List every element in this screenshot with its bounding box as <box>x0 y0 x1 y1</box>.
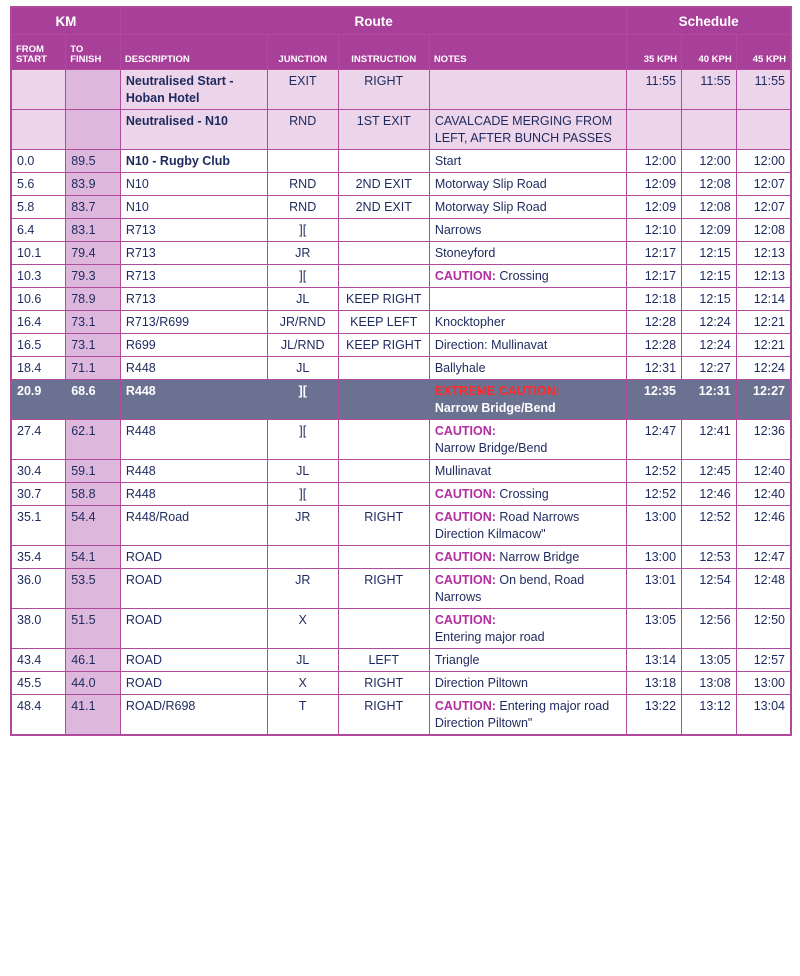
km-from-start-cell: 10.1 <box>11 242 66 265</box>
junction-cell: JR <box>267 242 338 265</box>
notes-cell <box>429 380 627 420</box>
notes-cell <box>429 311 627 334</box>
table-row <box>11 242 791 265</box>
time-45kph-cell: 12:46 <box>736 506 791 546</box>
note-text: Motorway Slip Road <box>434 177 547 191</box>
time-40kph-cell: 12:31 <box>682 380 737 420</box>
junction-cell: RND <box>267 196 338 219</box>
time-35kph-cell: 12:35 <box>627 380 682 420</box>
time-35kph-cell: 12:17 <box>627 265 682 288</box>
note-text: Narrow Bridge/Bend <box>434 441 548 455</box>
notes-cell <box>429 150 627 173</box>
time-45kph-cell: 12:24 <box>736 357 791 380</box>
junction-cell: T <box>267 695 338 736</box>
km-from-start-cell: 10.3 <box>11 265 66 288</box>
notes-cell <box>429 546 627 569</box>
time-35kph-cell: 12:17 <box>627 242 682 265</box>
time-45kph-cell: 12:07 <box>736 196 791 219</box>
junction-cell: X <box>267 609 338 649</box>
time-40kph-cell: 13:08 <box>682 672 737 695</box>
km-from-start-cell: 30.4 <box>11 460 66 483</box>
table-row <box>11 569 791 609</box>
description-cell: R713 <box>120 265 267 288</box>
description-cell: ROAD <box>120 609 267 649</box>
table-row <box>11 672 791 695</box>
group-header-row <box>11 7 791 35</box>
time-45kph-cell: 13:04 <box>736 695 791 736</box>
description-cell: Neutralised Start - Hoban Hotel <box>120 70 267 110</box>
caution-label: CAUTION: <box>434 269 496 283</box>
col-instruction-header: INSTRUCTION <box>338 35 429 70</box>
col-45kph-header: 45 KPH <box>736 35 791 70</box>
time-40kph-cell: 12:52 <box>682 506 737 546</box>
km-to-finish-cell: 73.1 <box>66 311 121 334</box>
description-cell: R448 <box>120 420 267 460</box>
time-35kph-cell: 13:14 <box>627 649 682 672</box>
time-45kph-cell: 12:27 <box>736 380 791 420</box>
km-from-start-cell: 18.4 <box>11 357 66 380</box>
km-to-finish-cell: 89.5 <box>66 150 121 173</box>
km-to-finish-cell: 54.1 <box>66 546 121 569</box>
table-row <box>11 357 791 380</box>
junction-cell <box>267 546 338 569</box>
time-45kph-cell: 12:50 <box>736 609 791 649</box>
description-cell: R699 <box>120 334 267 357</box>
time-45kph-cell: 12:07 <box>736 173 791 196</box>
col-35kph-header: 35 KPH <box>627 35 682 70</box>
km-from-start-cell: 16.4 <box>11 311 66 334</box>
instruction-cell: 2ND EXIT <box>338 173 429 196</box>
column-header-row <box>11 35 791 70</box>
km-to-finish-cell: 78.9 <box>66 288 121 311</box>
time-40kph-cell: 13:05 <box>682 649 737 672</box>
km-to-finish-cell: 68.6 <box>66 380 121 420</box>
junction-cell: ][ <box>267 483 338 506</box>
km-from-start-cell: 35.4 <box>11 546 66 569</box>
km-to-finish-cell <box>66 110 121 150</box>
table-row <box>11 695 791 736</box>
time-40kph-cell: 12:15 <box>682 242 737 265</box>
time-40kph-cell: 13:12 <box>682 695 737 736</box>
instruction-cell: RIGHT <box>338 672 429 695</box>
instruction-cell: RIGHT <box>338 506 429 546</box>
table-row <box>11 219 791 242</box>
notes-cell <box>429 460 627 483</box>
time-45kph-cell: 12:13 <box>736 265 791 288</box>
time-35kph-cell: 12:28 <box>627 334 682 357</box>
group-km-header: KM <box>11 7 120 35</box>
time-45kph-cell: 13:00 <box>736 672 791 695</box>
time-35kph-cell: 12:09 <box>627 173 682 196</box>
km-from-start-cell: 35.1 <box>11 506 66 546</box>
km-from-start-cell: 16.5 <box>11 334 66 357</box>
description-cell: R448/Road <box>120 506 267 546</box>
km-to-finish-cell: 79.3 <box>66 265 121 288</box>
km-to-finish-cell: 73.1 <box>66 334 121 357</box>
km-to-finish-cell: 71.1 <box>66 357 121 380</box>
description-cell: N10 <box>120 196 267 219</box>
time-40kph-cell: 12:54 <box>682 569 737 609</box>
time-35kph-cell: 13:00 <box>627 506 682 546</box>
description-cell: R448 <box>120 483 267 506</box>
junction-cell: JR <box>267 569 338 609</box>
instruction-cell <box>338 420 429 460</box>
table-row <box>11 173 791 196</box>
km-from-start-cell: 43.4 <box>11 649 66 672</box>
caution-label: EXTREME CAUTION: <box>434 384 560 398</box>
caution-label: CAUTION: <box>434 550 496 564</box>
time-40kph-cell: 12:24 <box>682 311 737 334</box>
time-40kph-cell: 12:53 <box>682 546 737 569</box>
notes-cell <box>429 196 627 219</box>
time-35kph-cell <box>627 110 682 150</box>
notes-cell <box>429 265 627 288</box>
time-35kph-cell: 12:52 <box>627 460 682 483</box>
time-35kph-cell: 12:52 <box>627 483 682 506</box>
time-35kph-cell: 11:55 <box>627 70 682 110</box>
time-40kph-cell: 12:15 <box>682 265 737 288</box>
caution-label: CAUTION: <box>434 573 496 587</box>
description-cell: N10 - Rugby Club <box>120 150 267 173</box>
instruction-cell: KEEP RIGHT <box>338 288 429 311</box>
table-row <box>11 506 791 546</box>
note-text: CAVALCADE MERGING FROM LEFT, AFTER BUNCH PASSES <box>434 114 613 145</box>
time-40kph-cell: 12:09 <box>682 219 737 242</box>
instruction-cell <box>338 609 429 649</box>
col-junction-header: JUNCTION <box>267 35 338 70</box>
notes-cell <box>429 173 627 196</box>
instruction-cell <box>338 242 429 265</box>
km-to-finish-cell: 41.1 <box>66 695 121 736</box>
notes-cell <box>429 609 627 649</box>
km-to-finish-cell: 83.9 <box>66 173 121 196</box>
km-to-finish-cell <box>66 70 121 110</box>
description-cell: R713 <box>120 288 267 311</box>
instruction-cell <box>338 265 429 288</box>
junction-cell: JL <box>267 649 338 672</box>
table-row <box>11 546 791 569</box>
table-row <box>11 311 791 334</box>
notes-cell <box>429 483 627 506</box>
description-cell: N10 <box>120 173 267 196</box>
km-to-finish-cell: 83.1 <box>66 219 121 242</box>
km-from-start-cell <box>11 70 66 110</box>
time-45kph-cell: 12:57 <box>736 649 791 672</box>
km-from-start-cell: 5.6 <box>11 173 66 196</box>
notes-cell <box>429 288 627 311</box>
km-to-finish-cell: 59.1 <box>66 460 121 483</box>
junction-cell: ][ <box>267 420 338 460</box>
time-40kph-cell: 12:00 <box>682 150 737 173</box>
note-text: Stoneyford <box>434 246 496 260</box>
note-text: Crossing <box>495 269 549 283</box>
time-45kph-cell: 12:47 <box>736 546 791 569</box>
note-text: Crossing <box>495 487 549 501</box>
km-from-start-cell: 36.0 <box>11 569 66 609</box>
km-to-finish-cell: 53.5 <box>66 569 121 609</box>
note-text: Direction Piltown <box>434 676 528 690</box>
time-40kph-cell: 12:08 <box>682 196 737 219</box>
time-45kph-cell: 12:21 <box>736 334 791 357</box>
table-row <box>11 196 791 219</box>
km-from-start-cell: 48.4 <box>11 695 66 736</box>
time-45kph-cell: 12:13 <box>736 242 791 265</box>
description-cell: R448 <box>120 380 267 420</box>
description-cell: R713 <box>120 219 267 242</box>
instruction-cell <box>338 483 429 506</box>
note-text: Narrows <box>434 223 482 237</box>
notes-cell <box>429 672 627 695</box>
km-from-start-cell: 0.0 <box>11 150 66 173</box>
notes-cell <box>429 569 627 609</box>
description-cell: R448 <box>120 357 267 380</box>
caution-label: CAUTION: <box>434 424 496 438</box>
km-from-start-cell: 30.7 <box>11 483 66 506</box>
km-to-finish-cell: 79.4 <box>66 242 121 265</box>
description-cell: ROAD <box>120 672 267 695</box>
note-text: Entering major road <box>434 630 545 644</box>
junction-cell: X <box>267 672 338 695</box>
instruction-cell <box>338 150 429 173</box>
notes-cell <box>429 357 627 380</box>
time-45kph-cell: 11:55 <box>736 70 791 110</box>
description-cell: R448 <box>120 460 267 483</box>
table-row <box>11 150 791 173</box>
instruction-cell <box>338 357 429 380</box>
time-40kph-cell: 12:24 <box>682 334 737 357</box>
description-cell: ROAD <box>120 546 267 569</box>
time-40kph-cell: 11:55 <box>682 70 737 110</box>
km-from-start-cell: 5.8 <box>11 196 66 219</box>
instruction-cell: 1ST EXIT <box>338 110 429 150</box>
junction-cell: ][ <box>267 265 338 288</box>
col-notes-header: NOTES <box>429 35 627 70</box>
route-schedule-table <box>10 6 792 736</box>
notes-cell <box>429 506 627 546</box>
table-row <box>11 110 791 150</box>
junction-cell: JL/RND <box>267 334 338 357</box>
instruction-cell: KEEP RIGHT <box>338 334 429 357</box>
col-40kph-header: 40 KPH <box>682 35 737 70</box>
table-row <box>11 649 791 672</box>
km-to-finish-cell: 62.1 <box>66 420 121 460</box>
time-45kph-cell: 12:08 <box>736 219 791 242</box>
time-40kph-cell: 12:56 <box>682 609 737 649</box>
notes-cell <box>429 219 627 242</box>
junction-cell: JR <box>267 506 338 546</box>
col-description-header: DESCRIPTION <box>120 35 267 70</box>
table-row <box>11 609 791 649</box>
instruction-cell <box>338 219 429 242</box>
junction-cell: EXIT <box>267 70 338 110</box>
time-35kph-cell: 12:28 <box>627 311 682 334</box>
time-45kph-cell: 12:36 <box>736 420 791 460</box>
time-40kph-cell: 12:27 <box>682 357 737 380</box>
time-35kph-cell: 12:18 <box>627 288 682 311</box>
time-35kph-cell: 13:18 <box>627 672 682 695</box>
time-40kph-cell <box>682 110 737 150</box>
km-to-finish-cell: 51.5 <box>66 609 121 649</box>
notes-cell <box>429 334 627 357</box>
notes-cell <box>429 695 627 736</box>
instruction-cell <box>338 460 429 483</box>
notes-cell <box>429 110 627 150</box>
time-45kph-cell: 12:00 <box>736 150 791 173</box>
note-text: Narrow Bridge/Bend <box>434 401 556 415</box>
time-45kph-cell: 12:40 <box>736 460 791 483</box>
note-text: Direction: Mullinavat <box>434 338 548 352</box>
caution-label: CAUTION: <box>434 699 496 713</box>
group-route-header: Route <box>120 7 626 35</box>
km-from-start-cell: 27.4 <box>11 420 66 460</box>
notes-cell <box>429 70 627 110</box>
table-row <box>11 483 791 506</box>
time-35kph-cell: 12:09 <box>627 196 682 219</box>
table-row <box>11 380 791 420</box>
note-text: Knocktopher <box>434 315 505 329</box>
instruction-cell: RIGHT <box>338 569 429 609</box>
junction-cell <box>267 150 338 173</box>
km-from-start-cell: 38.0 <box>11 609 66 649</box>
time-45kph-cell: 12:14 <box>736 288 791 311</box>
instruction-cell <box>338 546 429 569</box>
note-text: Start <box>434 154 462 168</box>
time-45kph-cell: 12:21 <box>736 311 791 334</box>
time-35kph-cell: 13:05 <box>627 609 682 649</box>
description-cell: R713/R699 <box>120 311 267 334</box>
note-text: Entering major road Direction Piltown" <box>434 699 610 730</box>
time-35kph-cell: 13:00 <box>627 546 682 569</box>
time-40kph-cell: 12:08 <box>682 173 737 196</box>
time-45kph-cell: 12:48 <box>736 569 791 609</box>
time-45kph-cell <box>736 110 791 150</box>
junction-cell: JL <box>267 288 338 311</box>
km-to-finish-cell: 44.0 <box>66 672 121 695</box>
description-cell: ROAD <box>120 649 267 672</box>
note-text: Mullinavat <box>434 464 492 478</box>
junction-cell: JR/RND <box>267 311 338 334</box>
time-40kph-cell: 12:45 <box>682 460 737 483</box>
table-row <box>11 420 791 460</box>
time-45kph-cell: 12:40 <box>736 483 791 506</box>
km-from-start-cell: 20.9 <box>11 380 66 420</box>
km-from-start-cell: 10.6 <box>11 288 66 311</box>
km-from-start-cell: 45.5 <box>11 672 66 695</box>
time-40kph-cell: 12:46 <box>682 483 737 506</box>
table-row <box>11 288 791 311</box>
caution-label: CAUTION: <box>434 510 496 524</box>
note-text: Motorway Slip Road <box>434 200 547 214</box>
table-row <box>11 265 791 288</box>
caution-label: CAUTION: <box>434 487 496 501</box>
description-cell: ROAD/R698 <box>120 695 267 736</box>
col-to-finish-header: TO FINISH <box>66 35 121 70</box>
instruction-cell: RIGHT <box>338 695 429 736</box>
junction-cell: ][ <box>267 380 338 420</box>
junction-cell: JL <box>267 357 338 380</box>
group-schedule-header: Schedule <box>627 7 791 35</box>
notes-cell <box>429 649 627 672</box>
instruction-cell: KEEP LEFT <box>338 311 429 334</box>
table-row <box>11 460 791 483</box>
note-text: Road Narrows Direction Kilmacow" <box>434 510 580 541</box>
description-cell: R713 <box>120 242 267 265</box>
time-35kph-cell: 12:47 <box>627 420 682 460</box>
note-text: Ballyhale <box>434 361 486 375</box>
notes-cell <box>429 420 627 460</box>
km-to-finish-cell: 58.8 <box>66 483 121 506</box>
km-to-finish-cell: 54.4 <box>66 506 121 546</box>
col-from-start-header: FROM START <box>11 35 66 70</box>
time-35kph-cell: 12:10 <box>627 219 682 242</box>
time-35kph-cell: 13:01 <box>627 569 682 609</box>
time-40kph-cell: 12:41 <box>682 420 737 460</box>
instruction-cell: RIGHT <box>338 70 429 110</box>
instruction-cell: 2ND EXIT <box>338 196 429 219</box>
time-35kph-cell: 13:22 <box>627 695 682 736</box>
time-35kph-cell: 12:31 <box>627 357 682 380</box>
km-to-finish-cell: 46.1 <box>66 649 121 672</box>
note-text: On bend, Road Narrows <box>434 573 585 604</box>
junction-cell: RND <box>267 173 338 196</box>
junction-cell: JL <box>267 460 338 483</box>
junction-cell: ][ <box>267 219 338 242</box>
instruction-cell <box>338 380 429 420</box>
time-40kph-cell: 12:15 <box>682 288 737 311</box>
description-cell: Neutralised - N10 <box>120 110 267 150</box>
km-to-finish-cell: 83.7 <box>66 196 121 219</box>
instruction-cell: LEFT <box>338 649 429 672</box>
note-text: Triangle <box>434 653 480 667</box>
junction-cell: RND <box>267 110 338 150</box>
km-from-start-cell <box>11 110 66 150</box>
notes-cell <box>429 242 627 265</box>
km-from-start-cell: 6.4 <box>11 219 66 242</box>
caution-label: CAUTION: <box>434 613 496 627</box>
note-text: Narrow Bridge <box>495 550 580 564</box>
table-row <box>11 334 791 357</box>
table-row <box>11 70 791 110</box>
description-cell: ROAD <box>120 569 267 609</box>
time-35kph-cell: 12:00 <box>627 150 682 173</box>
